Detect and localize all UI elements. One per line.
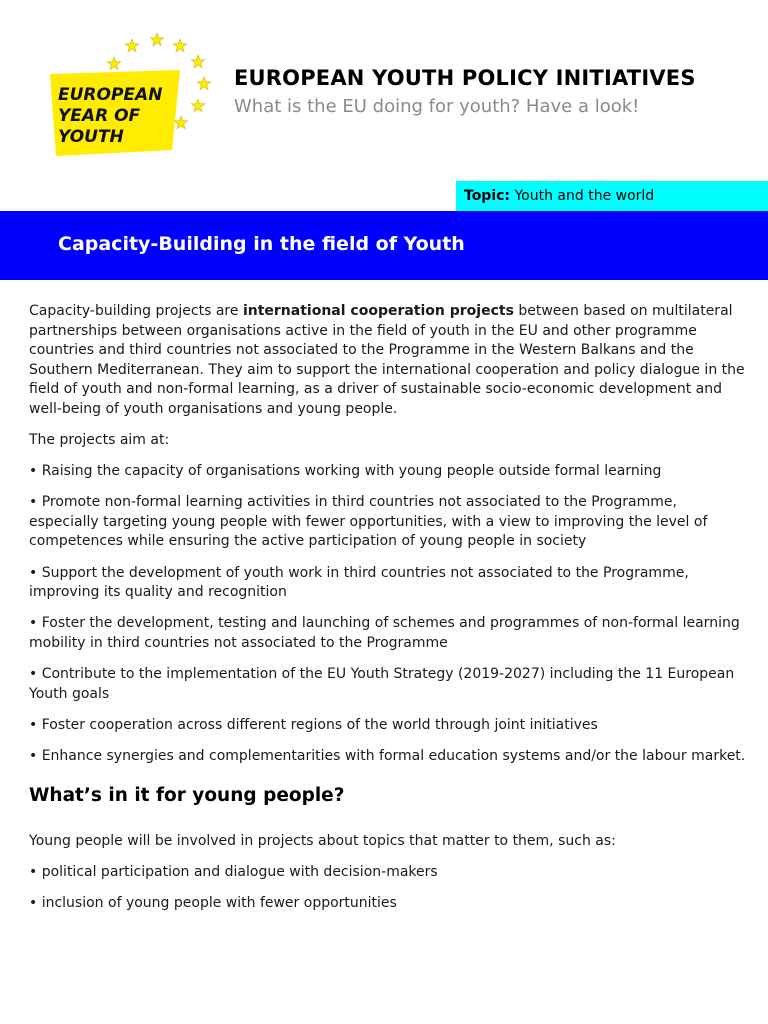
young-people-lead: Young people will be involved in projects about topics that matter to them, such as: (29, 832, 616, 849)
aim-item: • Raising the capacity of organisations working with young people outside formal learning (29, 463, 662, 480)
aim-item: • Foster cooperation across different regions of the world through joint initiatives (29, 716, 598, 733)
intro-paragraph (29, 302, 749, 420)
aim-item: • Promote non-formal learning activities in third countries not associated to the Programme, especially targeting young people with fewer opportunities, with a view to improving the level of competences while ensuring the active participation of young people in society (29, 494, 708, 550)
section-heading: What’s in it for young people? (29, 785, 345, 807)
topic-label: Topic: (464, 188, 511, 204)
logo-text-line1: EUROPEAN (58, 85, 163, 105)
young-people-item: • political participation and dialogue with decision-makers (29, 863, 438, 880)
young-people-item: • inclusion of young people with fewer opportunities (29, 895, 397, 912)
page-title: EUROPEAN YOUTH POLICY INITIATIVES (234, 66, 696, 90)
topic-tag (456, 181, 768, 211)
star-icon (174, 116, 187, 129)
european-year-of-youth-logo (40, 26, 220, 166)
section-banner (0, 211, 768, 280)
star-icon (191, 99, 204, 112)
aims-lead: The projects aim at: (29, 432, 170, 449)
banner-title: Capacity-Building in the field of Youth (58, 233, 465, 255)
aim-item: • Foster the development, testing and launching of schemes and programmes of non-formal learning mobility in third countries not associated to the Programme (29, 615, 740, 651)
star-icon (197, 77, 210, 90)
aim-item: • Enhance synergies and complementarities with formal education systems and/or the labour market. (29, 747, 746, 764)
star-icon (150, 33, 163, 46)
star-icon (107, 57, 120, 70)
aim-item: • Support the development of youth work in third countries not associated to the Programme, improving its quality and recognition (29, 564, 689, 601)
logo-graphic (40, 26, 220, 166)
logo-text-line3: YOUTH (58, 127, 124, 147)
intro-text-after: between based on multilateral partnerships between organisations active in the field of youth in the EU and other programme countries and third countries not associated to the Programme in the Western Balkans and the Southern Mediterranean. They aim to support the international cooperation and policy dialogue in the field of youth and non-formal learning, as a driver of sustainable socio-economic development and well-being of youth organisations and young people. (29, 303, 745, 417)
logo-text-line2: YEAR OF (58, 106, 141, 126)
star-icon (173, 39, 186, 52)
intro-text-bold: international cooperation projects (242, 303, 514, 319)
star-icon (191, 55, 204, 68)
aim-item: • Contribute to the implementation of the EU Youth Strategy (2019-2027) including the 11 European Youth goals (29, 665, 735, 702)
article-body (29, 302, 749, 925)
star-icon (125, 39, 138, 52)
topic-value: Youth and the world (514, 188, 655, 204)
intro-text-before: Capacity-building projects are (29, 303, 243, 319)
page-subtitle: What is the EU doing for youth? Have a look! (234, 96, 640, 117)
